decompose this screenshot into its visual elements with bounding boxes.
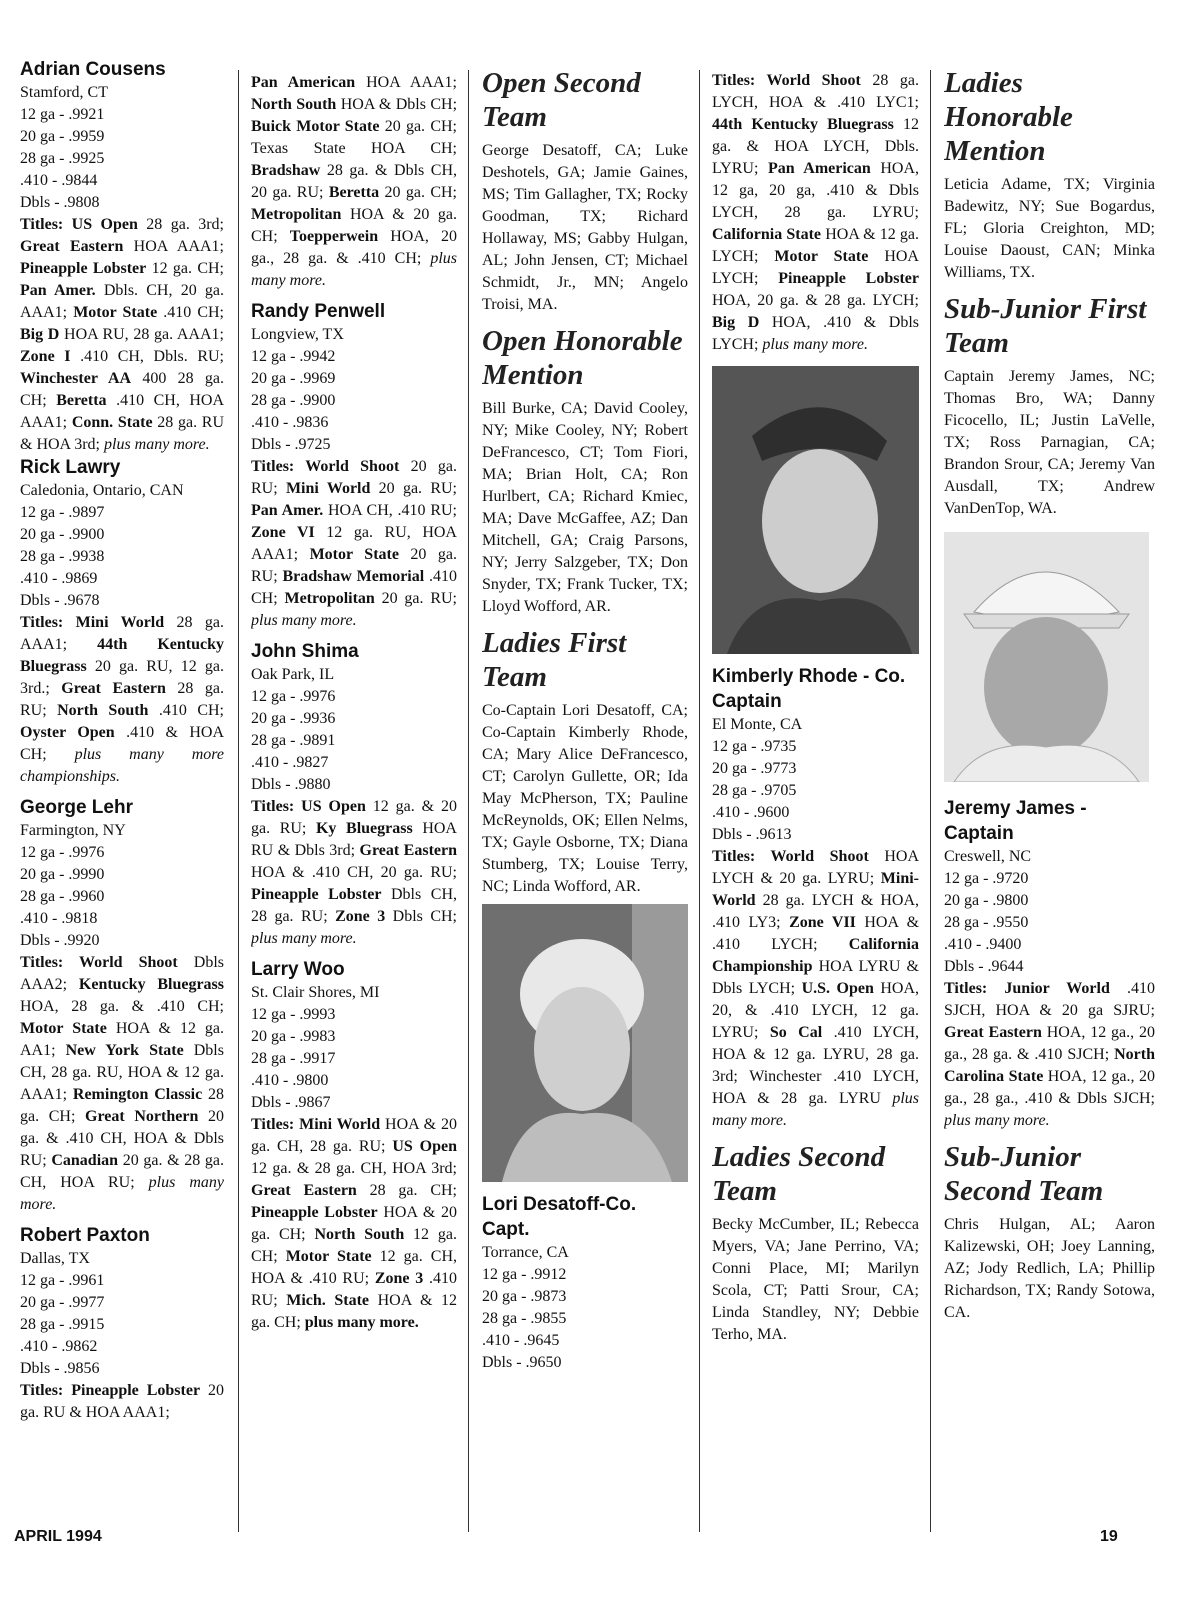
shooter-entry <box>251 300 457 632</box>
shooter-location: Torrance, CA <box>482 1244 569 1261</box>
shooter-location: Dallas, TX <box>20 1250 90 1267</box>
column-divider <box>468 70 469 1532</box>
section-heading: Sub-Junior First Team <box>944 293 1147 359</box>
shooter-location: Stamford, CT <box>20 84 108 101</box>
score-line: .410 - .9836 <box>251 414 329 431</box>
score-line: .410 - .9844 <box>20 172 98 189</box>
score-line: 20 ga - .9773 <box>712 760 797 777</box>
footer-page-number: 19 <box>1100 1528 1118 1545</box>
photo-kimberly-rhode <box>712 366 919 654</box>
shooter-name: Larry Woo <box>251 959 345 980</box>
continued-titles-text: Pan American HOA AAA1; North South HOA & Dbls CH; Buick Motor State 20 ga. CH; Texas State HOA CH; Bradshaw 28 ga. & Dbls CH, 20 ga. RU; Beretta 20 ga. CH; Metropolitan HOA & 20 ga. CH; Toepperwein HOA, 20 ga., 28 ga. & .410 CH; plus many more. <box>251 74 457 289</box>
titles-text: Titles: World Shoot 20 ga. RU; Mini World 20 ga. RU; Pan Amer. HOA CH, .410 RU; Zone VI 12 ga. RU, HOA AAA1; Motor State 20 ga. RU; Bradshaw Memorial .410 CH; Metropolitan 20 ga. RU; plus many more. <box>251 458 457 629</box>
score-line: 28 ga - .9891 <box>251 732 336 749</box>
score-line: Dbls - .9856 <box>20 1360 100 1377</box>
section-heading: Sub-Junior Second Team <box>944 1141 1104 1207</box>
shooter-name: Robert Paxton <box>20 1225 150 1246</box>
column-divider <box>699 70 700 1532</box>
score-line: 28 ga - .9900 <box>251 392 336 409</box>
titles-text: Titles: World Shoot HOA LYCH & 20 ga. LYRU; Mini-World 28 ga. LYCH & HOA, .410 LY3; Zone VII HOA & .410 LYCH; California Championship HOA LYRU & Dbls LYCH; U.S. Open HOA, 20, & .410 LYCH, 12 ga. LYRU; So Cal .410 LYCH, HOA & 12 ga. LYRU, 28 ga. 3rd; Winchester .410 LYCH, HOA & 28 ga. LYRU plus many more. <box>712 848 919 1129</box>
score-line: .410 - .9400 <box>944 936 1022 953</box>
shooter-name: Rick Lawry <box>20 457 121 478</box>
portrait-illustration <box>944 532 1149 782</box>
photo-caption: Kimberly Rhode - Co. Captain <box>712 666 906 712</box>
score-line: 12 ga - .9897 <box>20 504 105 521</box>
team-list: Leticia Adame, TX; Virginia Badewitz, NY; Sue Bogardus, FL; Gloria Creighton, MD; Louise Daoust, CAN; Minka Williams, TX. <box>944 176 1155 281</box>
section-heading: Ladies First Team <box>482 627 627 693</box>
portrait-illustration <box>482 904 688 1182</box>
score-line: 12 ga - .9976 <box>20 844 105 861</box>
score-line: 12 ga - .9993 <box>251 1006 336 1023</box>
score-line: 28 ga - .9925 <box>20 150 105 167</box>
score-line: Dbls - .9613 <box>712 826 792 843</box>
score-line: 28 ga - .9917 <box>251 1050 336 1067</box>
column-5 <box>944 58 1155 1324</box>
score-line: 12 ga - .9912 <box>482 1266 567 1283</box>
team-list: Bill Burke, CA; David Cooley, NY; Mike Cooley, NY; Robert DeFrancesco, CT; Tom Fiori, MA; Brian Holt, CA; Ron Hurlbert, CA; Richard Kmiec, MA; Dave McGaffee, AZ; Dan Mitchell, GA; Craig Parsons, NY; Jerry Salzgeber, TX; Don Snyder, TX; Frank Tucker, TX; Lloyd Wofford, AR. <box>482 400 688 615</box>
column-4 <box>712 58 919 1346</box>
score-line: 12 ga - .9720 <box>944 870 1029 887</box>
score-line: 20 ga - .9990 <box>20 866 105 883</box>
team-list: Becky McCumber, IL; Rebecca Myers, VA; Jane Perrino, VA; Conni Place, MI; Marilyn Scola, CT; Patti Srour, CA; Linda Standley, NY; Debbie Terho, MA. <box>712 1216 919 1343</box>
titles-text: Titles: US Open 28 ga. 3rd; Great Eastern HOA AAA1; Pineapple Lobster 12 ga. CH; Pan Amer. Dbls. CH, 20 ga. AAA1; Motor State .410 CH; Big D HOA RU, 28 ga. AAA1; Zone I .410 CH, Dbls. RU; Winchester AA 400 28 ga. CH; Beretta .410 CH, HOA AAA1; Conn. State 28 ga. RU & HOA 3rd; plus many more. <box>20 216 224 453</box>
titles-text: Titles: US Open 12 ga. & 20 ga. RU; Ky Bluegrass HOA RU & Dbls 3rd; Great Eastern HOA & .410 CH, 20 ga. RU; Pineapple Lobster Dbls CH, 28 ga. RU; Zone 3 Dbls CH; plus many more. <box>251 798 457 947</box>
score-line: Dbls - .9644 <box>944 958 1024 975</box>
score-line: Dbls - .9678 <box>20 592 100 609</box>
photo-lori-desatoff <box>482 904 688 1182</box>
score-line: .410 - .9869 <box>20 570 98 587</box>
score-line: 12 ga - .9961 <box>20 1272 105 1289</box>
shooter-name: John Shima <box>251 641 359 662</box>
titles-text: Titles: Pineapple Lobster 20 ga. RU & HOA AAA1; <box>20 1382 224 1421</box>
score-line: 20 ga - .9936 <box>251 710 336 727</box>
column-divider <box>238 70 239 1532</box>
photo-caption: Lori Desatoff-Co. Capt. <box>482 1194 637 1240</box>
titles-text: Titles: Junior World .410 SJCH, HOA & 20 ga SJRU; Great Eastern HOA, 12 ga., 20 ga., 28 ga. & .410 SJCH; North Carolina State HOA, 12 ga., 20 ga., 28 ga., .410 & Dbls SJCH; plus many more. <box>944 980 1155 1129</box>
team-list: Captain Jeremy James, NC; Thomas Bro, WA; Danny Ficocello, IL; Justin LaVelle, TX; Ross Parnagian, CA; Brandon Srour, CA; Jeremy Van Ausdall, TX; Andrew VanDenTop, WA. <box>944 368 1155 517</box>
score-line: 20 ga - .9900 <box>20 526 105 543</box>
score-line: 20 ga - .9959 <box>20 128 105 145</box>
column-2 <box>251 58 457 1334</box>
score-line: Dbls - .9880 <box>251 776 331 793</box>
score-line: .410 - .9827 <box>251 754 329 771</box>
score-line: .410 - .9862 <box>20 1338 98 1355</box>
score-line: 20 ga - .9800 <box>944 892 1029 909</box>
section-heading: Open Second Team <box>482 67 641 133</box>
score-line: .410 - .9818 <box>20 910 98 927</box>
column-divider <box>930 70 931 1532</box>
section-heading: Ladies Second Team <box>712 1141 886 1207</box>
section-heading: Open Honorable Mention <box>482 325 683 391</box>
photo-caption: Jeremy James - Captain <box>944 798 1087 844</box>
shooter-entry <box>20 796 224 1216</box>
score-line: .410 - .9600 <box>712 804 790 821</box>
score-line: 20 ga - .9969 <box>251 370 336 387</box>
shooter-name: George Lehr <box>20 797 133 818</box>
score-line: 28 ga - .9915 <box>20 1316 105 1333</box>
column-3 <box>482 58 688 1374</box>
shooter-location: Oak Park, IL <box>251 666 335 683</box>
score-line: Dbls - .9808 <box>20 194 100 211</box>
footer-issue-date: APRIL 1994 <box>14 1528 102 1545</box>
score-line: 12 ga - .9976 <box>251 688 336 705</box>
shooter-entry <box>20 58 224 456</box>
score-line: 28 ga - .9550 <box>944 914 1029 931</box>
titles-text: Titles: Mini World 28 ga. AAA1; 44th Kentucky Bluegrass 20 ga. RU, 12 ga. 3rd.; Great Eastern 28 ga. RU; North South .410 CH; Oyster Open .410 & HOA CH; plus many more championships. <box>20 614 224 785</box>
team-list: George Desatoff, CA; Luke Deshotels, GA; Jamie Gaines, MS; Tim Gallagher, TX; Rocky Goodman, TX; Richard Hollaway, MS; Gabby Hulgan, AL; John Jensen, CT; Michael Schmidt, Jr., MN; Angelo Troisi, MA. <box>482 142 688 313</box>
team-list: Chris Hulgan, AL; Aaron Kalizewski, OH; Joey Lanning, AZ; Jody Redlich, LA; Phillip Richardson, TX; Randy Sotowa, CA. <box>944 1216 1155 1321</box>
score-line: 12 ga - .9735 <box>712 738 797 755</box>
score-line: Dbls - .9725 <box>251 436 331 453</box>
shooter-location: Creswell, NC <box>944 848 1032 865</box>
titles-text: Titles: Mini World HOA & 20 ga. CH, 28 ga. RU; US Open 12 ga. & 28 ga. CH, HOA 3rd; Great Eastern 28 ga. CH; Pineapple Lobster HOA & 20 ga. CH; North South 12 ga. CH; Motor State 12 ga. CH, HOA & .410 RU; Zone 3 .410 RU; Mich. State HOA & 12 ga. CH; plus many more. <box>251 1116 457 1331</box>
shooter-location: Farmington, NY <box>20 822 126 839</box>
shooter-location: El Monte, CA <box>712 716 803 733</box>
score-line: 20 ga - .9977 <box>20 1294 105 1311</box>
titles-text: Titles: World Shoot Dbls AAA2; Kentucky Bluegrass HOA, 28 ga. & .410 CH; Motor State HOA & 12 ga. AA1; New York State Dbls CH, 28 ga. RU, HOA & 12 ga. AAA1; Remington Classic 28 ga. CH; Great Northern 20 ga. & .410 CH, HOA & Dbls RU; Canadian 20 ga. & 28 ga. CH, HOA RU; plus many more. <box>20 954 224 1213</box>
continued-titles-text: Titles: World Shoot 28 ga. LYCH, HOA & .410 LYC1; 44th Kentucky Bluegrass 12 ga. & HOA LYCH, Dbls. LYRU; Pan American HOA, 12 ga, 20 ga, .410 & Dbls LYCH, 28 ga. LYRU; California State HOA & 12 ga. LYCH; Motor State HOA LYCH; Pineapple Lobster HOA, 20 ga. & 28 ga. LYCH; Big D HOA, .410 & Dbls LYCH; plus many more. <box>712 72 919 353</box>
score-line: .410 - .9645 <box>482 1332 560 1349</box>
shooter-entry <box>251 640 457 950</box>
section-heading: Ladies Honorable Mention <box>944 67 1073 167</box>
score-line: 28 ga - .9960 <box>20 888 105 905</box>
shooter-entry <box>20 456 224 788</box>
shooter-location: Caledonia, Ontario, CAN <box>20 482 184 499</box>
photo-jeremy-james <box>944 532 1149 782</box>
column-1 <box>20 58 224 1424</box>
team-list: Co-Captain Lori Desatoff, CA; Co-Captain Kimberly Rhode, CA; Mary Alice DeFrancesco, CT; Carolyn Gullette, OR; Ida May McPherson, TX; Pauline McReynolds, OK; Ellen Nelms, TX; Gayle Osborne, TX; Diana Stumberg, TX; Louise Terry, NC; Linda Wofford, AR. <box>482 702 688 895</box>
score-line: 28 ga - .9855 <box>482 1310 567 1327</box>
shooter-entry <box>20 1224 224 1424</box>
shooter-name: Adrian Cousens <box>20 59 166 80</box>
score-line: 12 ga - .9921 <box>20 106 105 123</box>
score-line: Dbls - .9650 <box>482 1354 562 1371</box>
shooter-name: Randy Penwell <box>251 301 386 322</box>
score-line: 28 ga - .9938 <box>20 548 105 565</box>
score-line: Dbls - .9867 <box>251 1094 331 1111</box>
shooter-entry <box>251 958 457 1334</box>
score-line: Dbls - .9920 <box>20 932 100 949</box>
score-line: .410 - .9800 <box>251 1072 329 1089</box>
shooter-location: St. Clair Shores, MI <box>251 984 380 1001</box>
score-line: 28 ga - .9705 <box>712 782 797 799</box>
score-line: 20 ga - .9873 <box>482 1288 567 1305</box>
score-line: 12 ga - .9942 <box>251 348 336 365</box>
score-line: 20 ga - .9983 <box>251 1028 336 1045</box>
shooter-location: Longview, TX <box>251 326 344 343</box>
portrait-illustration <box>712 366 919 654</box>
